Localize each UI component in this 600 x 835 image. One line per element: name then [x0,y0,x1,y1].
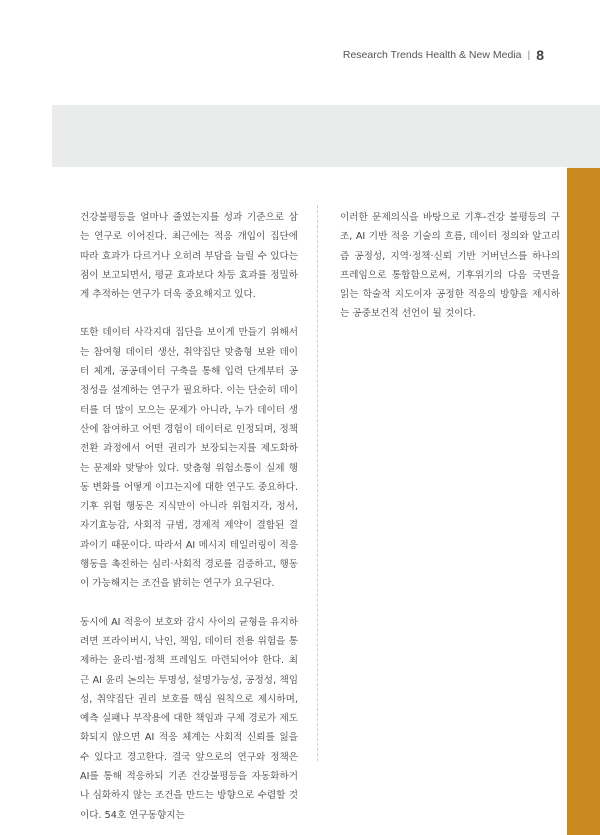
paragraph: 건강불평등을 얼마나 줄였는지를 성과 기준으로 삼는 연구로 이어진다. 최근에는 적응 개입이 집단에 따라 효과가 다르거나 오히려 부담을 늘릴 수 있다는 점이 보고되면서, 평균 효과보다 차등 효과를 정밀하게 추적하는 연구가 더욱 중요해지고 있다. [80,212,298,301]
header-separator: | [527,49,531,61]
paragraph: 또한 데이터 사각지대 집단을 보이게 만들기 위해서는 참여형 데이터 생산, 취약집단 맞춤형 보완 데이터 체계, 공공데이터 구축을 통해 입력 단계부터 공정성을 설계하는 연구가 필요하다. 이는 단순히 데이터를 더 많이 모으는 문제가 아니라, 누가 데이터 생산에 참여하고 어떤 경험이 데이터로 인정되며, 정책 전환 과정에서 어떤 권리가 보장되는지를 제도화하는 문제와 맞닿아 있다. 맞춤형 위험소통이 실제 행동 변화를 어떻게 이끄는지에 대한 연구도 중요하다. 기후 위험 행동은 지식만이 아니라 위험지각, 정서, 자기효능감, 사회적 규범, 경제적 제약이 결합된 결과이기 때문이다. 따라서 AI 메시지 테일러링이 적응 행동을 촉진하는 심리·사회적 경로를 검증하고, 행동이 가능해지는 조건을 밝히는 연구가 요구된다. [80,327,298,590]
right-column [340,208,560,324]
page-number: 8 [536,47,544,63]
accent-bar [567,168,600,835]
paragraph: 동시에 AI 적응이 보호와 감시 사이의 균형을 유지하려면 프라이버시, 낙인, 책임, 데이터 전용 위험을 통제하는 윤리·법·정책 프레임도 마련되어야 한다. 최근 AI 윤리 논의는 투명성, 설명가능성, 공정성, 책임성, 취약집단 권리 보호를 핵심 원칙으로 제시하며, 예측 실패나 부작용에 대한 책임과 구제 경로가 제도화되지 않으면 AI 적응 체계는 사회적 신뢰를 잃을 수 있다고 경고한다. 결국 앞으로의 연구와 정책은 AI를 통해 적응하되 기존 건강불평등을 자동화하거나 심화하지 않는 조건을 만드는 방향으로 수렴할 것이다. 54호 연구동향지는 [80,616,298,821]
publication-title: Research Trends Health & New Media [342,49,522,61]
column-divider [317,205,318,761]
running-header [343,47,544,63]
left-column [80,208,298,825]
paragraph: 이러한 문제의식을 바탕으로 기후-건강 불평등의 구조, AI 기반 적응 기술의 흐름, 데이터 정의와 알고리즘 공정성, 지역·정책·신뢰 기반 거버넌스를 하나의 프레임으로 통합함으로써, 기후위기의 다음 국면을 읽는 학술적 지도이자 공정한 적응의 방향을 제시하는 공중보건적 선언이 될 것이다. [340,212,560,320]
